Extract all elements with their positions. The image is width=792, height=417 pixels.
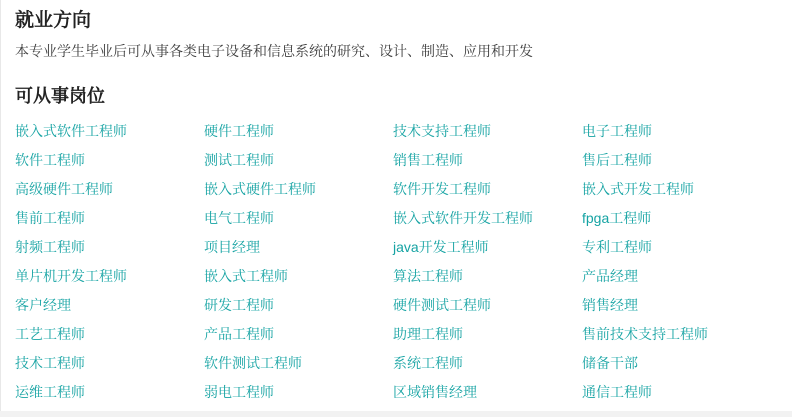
position-link[interactable]: 系统工程师	[393, 354, 463, 371]
position-link[interactable]: 弱电工程师	[204, 383, 274, 400]
positions-heading: 可从事岗位	[15, 86, 105, 106]
position-link[interactable]: fpga工程师	[582, 209, 652, 226]
position-link[interactable]: 客户经理	[15, 296, 71, 313]
position-link[interactable]: 单片机开发工程师	[15, 267, 127, 284]
position-link[interactable]: 助理工程师	[393, 325, 463, 342]
position-link[interactable]: 嵌入式开发工程师	[582, 180, 694, 197]
position-link[interactable]: 售后工程师	[582, 151, 652, 168]
position-link[interactable]: 专利工程师	[582, 238, 652, 255]
position-link[interactable]: 软件开发工程师	[393, 180, 491, 197]
position-link[interactable]: 售前技术支持工程师	[582, 325, 708, 342]
position-link[interactable]: 销售工程师	[393, 151, 463, 168]
position-link[interactable]: 高级硬件工程师	[15, 180, 113, 197]
position-link[interactable]: 硬件工程师	[204, 122, 274, 139]
position-link[interactable]: 算法工程师	[393, 267, 463, 284]
position-link[interactable]: 嵌入式软件工程师	[15, 122, 127, 139]
position-link[interactable]: 研发工程师	[204, 296, 274, 313]
employment-description: 本专业学生毕业后可从事各类电子设备和信息系统的研究、设计、制造、应用和开发	[15, 43, 533, 59]
position-link[interactable]: 项目经理	[204, 238, 260, 255]
position-link[interactable]: 技术支持工程师	[393, 122, 491, 139]
position-link[interactable]: 区域销售经理	[393, 383, 477, 400]
positions-grid	[15, 116, 778, 406]
position-link[interactable]: 产品工程师	[204, 325, 274, 342]
position-link[interactable]: 工艺工程师	[15, 325, 85, 342]
position-link[interactable]: 技术工程师	[15, 354, 85, 371]
position-link[interactable]: 嵌入式软件开发工程师	[393, 209, 533, 226]
position-link[interactable]: 硬件测试工程师	[393, 296, 491, 313]
position-link[interactable]: 通信工程师	[582, 383, 652, 400]
position-link[interactable]: 电气工程师	[204, 209, 274, 226]
position-link[interactable]: 储备干部	[582, 354, 638, 371]
position-link[interactable]: 产品经理	[582, 267, 638, 284]
position-link[interactable]: 售前工程师	[15, 209, 85, 226]
employment-direction-heading: 就业方向	[15, 10, 92, 31]
position-link[interactable]: 测试工程师	[204, 151, 274, 168]
position-link[interactable]: 运维工程师	[15, 383, 85, 400]
position-link[interactable]: 嵌入式工程师	[204, 267, 288, 284]
position-link[interactable]: 销售经理	[582, 296, 638, 313]
position-link[interactable]: java开发工程师	[393, 238, 489, 255]
position-link[interactable]: 电子工程师	[582, 122, 652, 139]
position-link[interactable]: 嵌入式硬件工程师	[204, 180, 316, 197]
position-link[interactable]: 射频工程师	[15, 238, 85, 255]
position-link[interactable]: 软件测试工程师	[204, 354, 302, 371]
page-background-strip	[0, 411, 792, 417]
position-link[interactable]: 软件工程师	[15, 151, 85, 168]
